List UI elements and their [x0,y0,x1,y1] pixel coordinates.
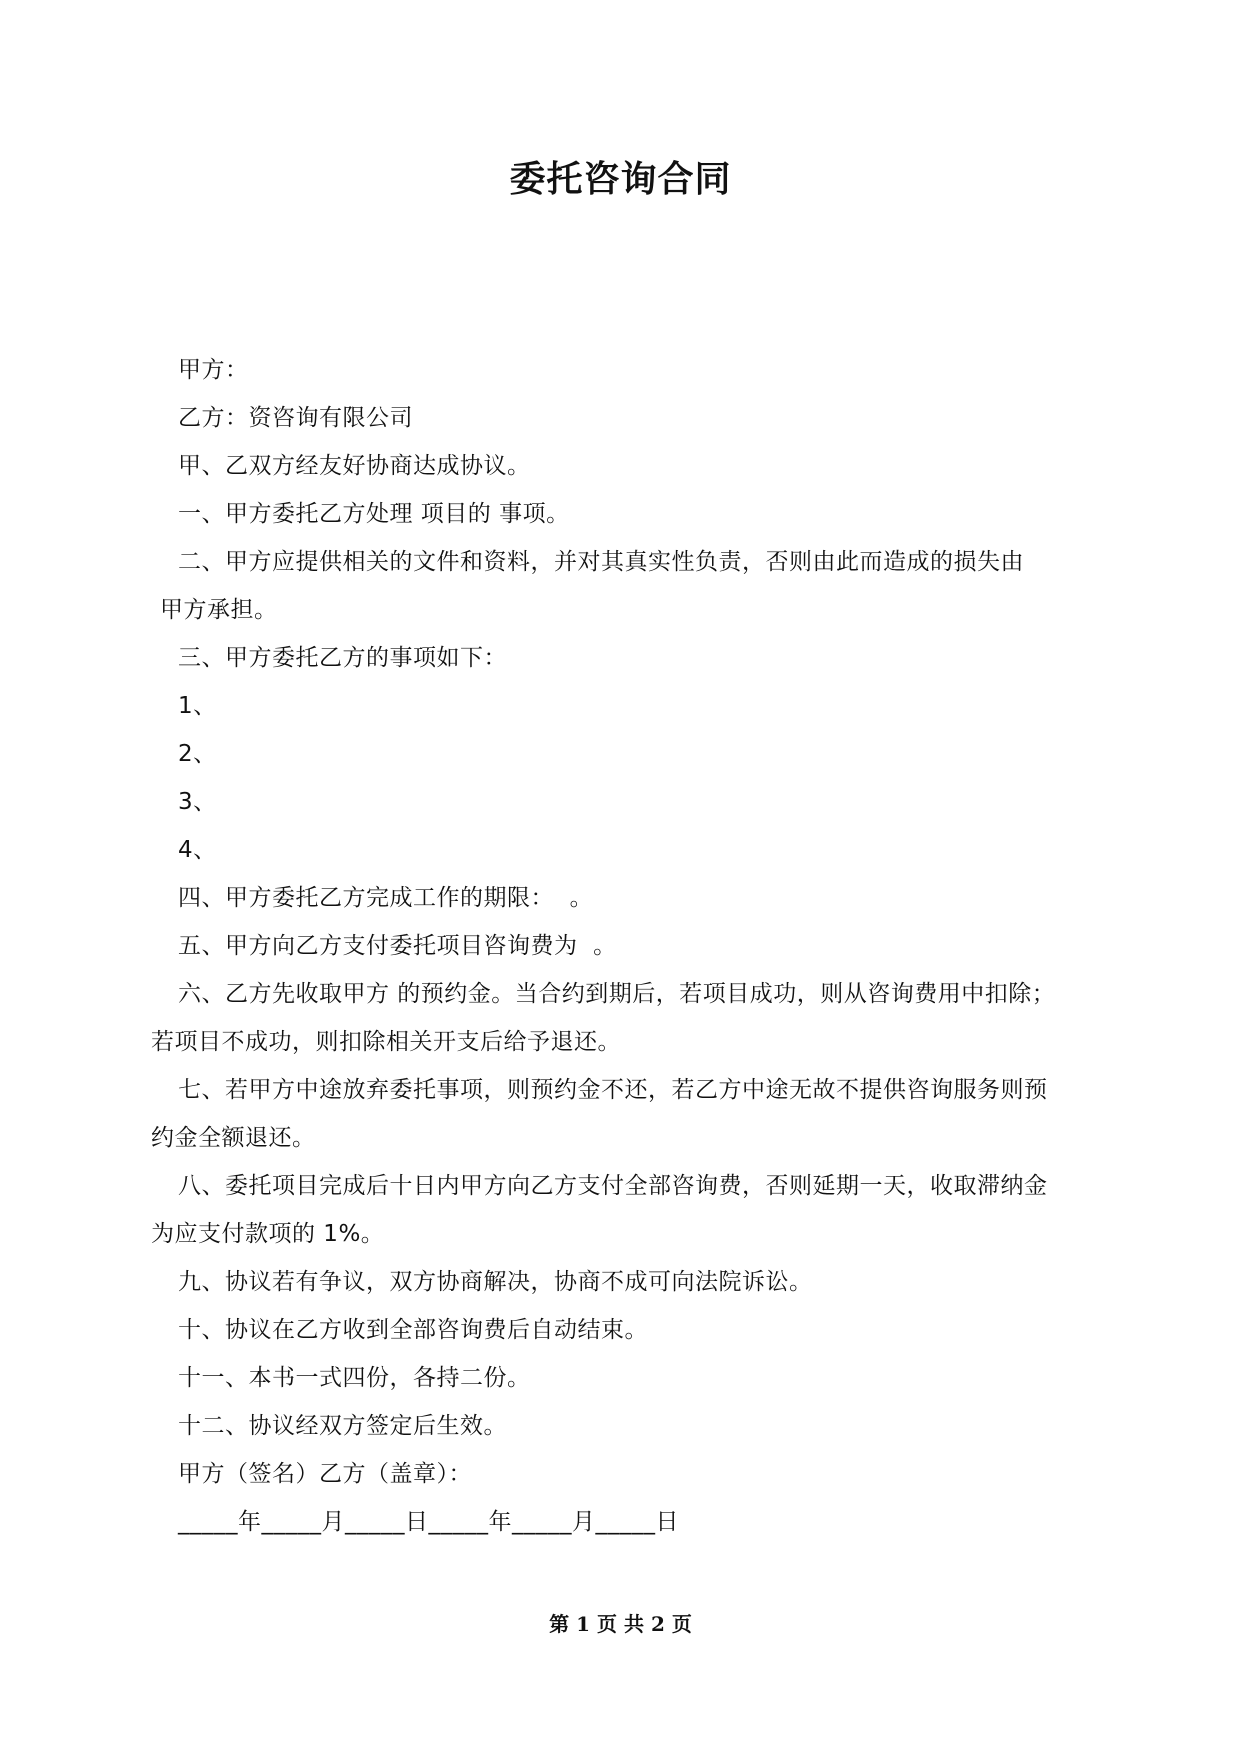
clause-5: 五、甲方向乙方支付委托项目咨询费为 。 [178,933,617,959]
clause-4: 四、甲方委托乙方完成工作的期限： 。 [178,885,594,911]
agreement-intro: 甲、乙双方经友好协商达成协议。 [178,453,531,479]
clause-10: 十、协议在乙方收到全部咨询费后自动结束。 [178,1317,648,1343]
clause-8-line-2: 为应支付款项的 1%。 [151,1221,385,1247]
item-1: 1、 [178,693,217,719]
clause-7-line-1: 七、若甲方中途放弃委托事项，则预约金不还，若乙方中途无故不提供咨询服务则预 [178,1077,1048,1103]
clause-7-line-2: 约金全额退还。 [151,1125,316,1151]
clause-2-line-1: 二、甲方应提供相关的文件和资料，并对其真实性负责，否则由此而造成的损失由 [178,549,1024,575]
clause-3: 三、甲方委托乙方的事项如下： [178,645,507,671]
item-2: 2、 [178,741,217,767]
clause-8-line-1: 八、委托项目完成后十日内甲方向乙方支付全部咨询费，否则延期一天，收取滞纳金 [178,1173,1048,1199]
clause-2-line-2: 甲方承担。 [160,597,278,623]
item-4: 4、 [178,837,217,863]
clause-9: 九、协议若有争议，双方协商解决，协商不成可向法院诉讼。 [178,1269,813,1295]
date-line: _____年_____月_____日_____年_____月_____日 [178,1509,679,1535]
clause-6-line-2: 若项目不成功，则扣除相关开支后给予退还。 [151,1029,621,1055]
party-a-line: 甲方： [178,357,249,383]
clause-6-line-1: 六、乙方先收取甲方 的预约金。当合约到期后，若项目成功，则从咨询费用中扣除； [178,981,1056,1007]
document-title: 委托咨询合同 [509,159,732,200]
clause-1: 一、甲方委托乙方处理 项目的 事项。 [178,501,570,527]
clause-11: 十一、本书一式四份，各持二份。 [178,1365,531,1391]
clause-12: 十二、协议经双方签定后生效。 [178,1413,507,1439]
party-b-line: 乙方：资咨询有限公司 [178,405,413,431]
page-footer: 第 1 页 共 2 页 [549,1612,692,1636]
signature-line: 甲方（签名）乙方（盖章）： [178,1461,472,1487]
item-3: 3、 [178,789,217,815]
